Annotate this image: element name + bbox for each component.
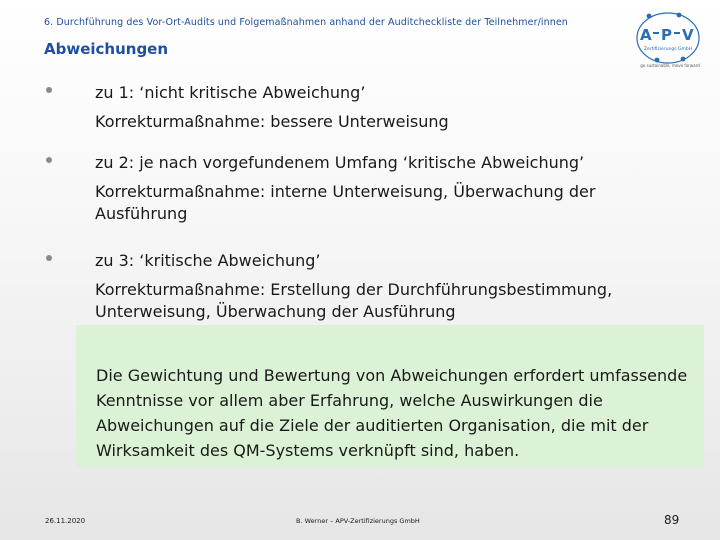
footer-author: B. Werner – APV-Zertifizierungs GmbH — [296, 517, 420, 525]
logo-letter-v: V — [682, 26, 694, 44]
page-number: 89 — [664, 513, 680, 527]
footer-date: 26.11.2020 — [45, 517, 86, 525]
bullet-head: zu 1: ‘nicht kritische Abweichung’ — [95, 83, 366, 102]
slide-title: Abweichungen — [44, 40, 169, 58]
logo-tagline: go sustainable, move forward — [640, 63, 700, 68]
note-box — [76, 325, 704, 468]
bullet-body: Korrekturmaßnahme: bessere Unterweisung — [95, 112, 449, 131]
bullet-body: Korrekturmaßnahme: Erstellung der Durchführungsbestimmung, Unterweisung, Überwachung der Ausführung — [95, 280, 613, 321]
bullet-dot-icon — [46, 87, 52, 93]
bullet-head: zu 3: ‘kritische Abweichung’ — [95, 251, 321, 270]
logo-subtitle: Zertifizierungs GmbH — [643, 47, 693, 52]
logo-letter-a: A — [640, 26, 652, 44]
section-header: 6. Durchführung des Vor-Ort-Audits und Folgemaßnahmen anhand der Auditcheckliste der Teilnehmer/innen — [44, 17, 568, 28]
logo-letter-p: P — [661, 26, 672, 44]
bullet-dot-icon — [46, 157, 52, 163]
bullet-head: zu 2: je nach vorgefundenem Umfang ‘kritische Abweichung’ — [95, 153, 585, 172]
bullet-dot-icon — [46, 255, 52, 261]
note-text: Die Gewichtung und Bewertung von Abweichungen erfordert umfassende Kenntnisse vor allem aber Erfahrung, welche Auswirkungen die Abweichungen auf die Ziele der auditierten Organisation, die mit der Wirksamkeit des QM-Systems verknüpft sind, haben. — [96, 366, 688, 460]
bullet-body: Korrekturmaßnahme: interne Unterweisung, Überwachung der Ausführung — [95, 182, 596, 223]
